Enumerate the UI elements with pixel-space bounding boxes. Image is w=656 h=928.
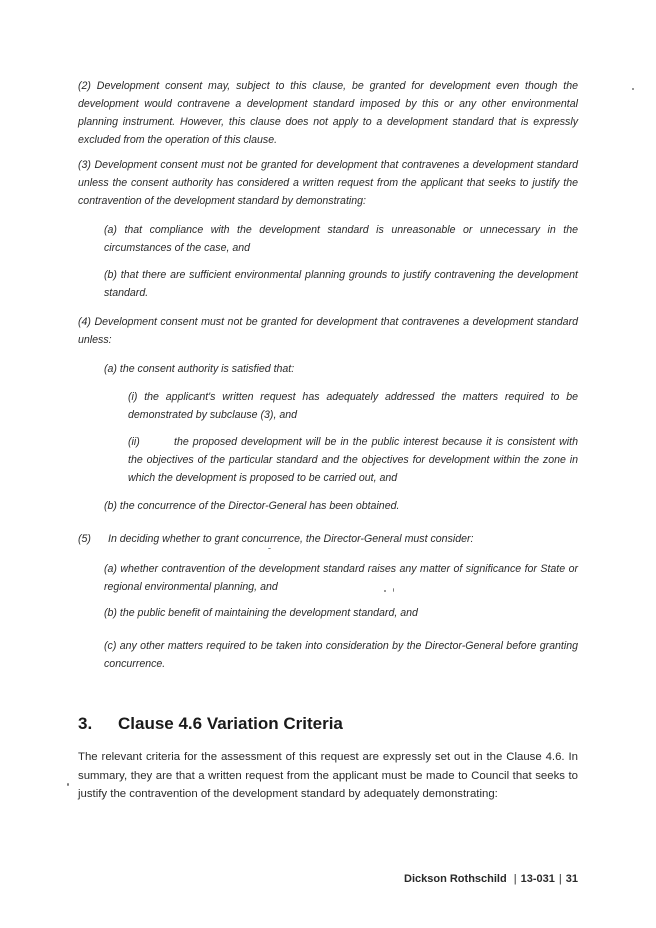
footer-reference: 13-031 [520,873,555,885]
scan-speck [67,783,69,786]
footer-company: Dickson Rothschild [404,873,507,885]
section-body: The relevant criteria for the assessment of this request are expressly set out in the Clause 4.6. In summary, they are that a written request from the applicant must be made to Council that seeks to justify the contravention of the development standard by adequately demonstrating: [78,751,578,800]
clause-5-number: (5) [78,533,91,545]
clause-4: (4) Development consent must not be granted for development that contravenes a development standard unless: [78,316,578,346]
clause-4a: (a) the consent authority is satisfied that: [104,363,295,375]
page-footer [404,873,578,885]
clause-4a-ii-text: the proposed development will be in the public interest because it is consistent with the objectives of the particular standard and the objectives for development within the zone in which the development is proposed to be carried out, and [128,436,578,484]
clause-4a-i: (i) the applicant's written request has adequately addressed the matters required to be demonstrated by subclause (3), and [128,391,578,421]
footer-separator: | [513,873,517,885]
footer-separator-2: | [558,873,562,885]
scan-speck [393,588,394,592]
clause-2: (2) Development consent may, subject to this clause, be granted for development even though the development would contravene a development standard imposed by this or any other environmental planning instrument. However, this clause does not apply to a development standard that is expressly excluded from the operation of this clause. [78,80,578,146]
clause-5b: (b) the public benefit of maintaining the development standard, and [104,607,418,619]
section-number: 3. [78,714,93,733]
clause-3a: (a) that compliance with the development standard is unreasonable or unnecessary in the circumstances of the case, and [104,224,578,254]
clause-5a: (a) whether contravention of the development standard raises any matter of significance for State or regional environmental planning, and [104,563,578,593]
section-title: Clause 4.6 Variation Criteria [118,714,343,733]
section-heading [78,714,343,734]
scan-speck [632,88,634,90]
clause-5 [78,530,578,548]
clause-4a-ii [128,433,578,487]
clause-3b: (b) that there are sufficient environmental planning grounds to justify contravening the development standard. [104,269,578,299]
clause-5c: (c) any other matters required to be taken into consideration by the Director-General before granting concurrence. [104,640,578,670]
clause-4b: (b) the concurrence of the Director-General has been obtained. [104,500,400,512]
scan-speck [384,590,386,592]
clause-5-text: In deciding whether to grant concurrence, the Director-General must consider: [108,533,474,545]
clause-4a-ii-number: (ii) [128,436,140,448]
scan-speck [268,548,271,549]
clause-3: (3) Development consent must not be granted for development that contravenes a development standard unless the consent authority has considered a written request from the applicant that seeks to justify the contravention of the development standard by demonstrating: [78,159,578,207]
footer-page-number: 31 [565,873,578,885]
